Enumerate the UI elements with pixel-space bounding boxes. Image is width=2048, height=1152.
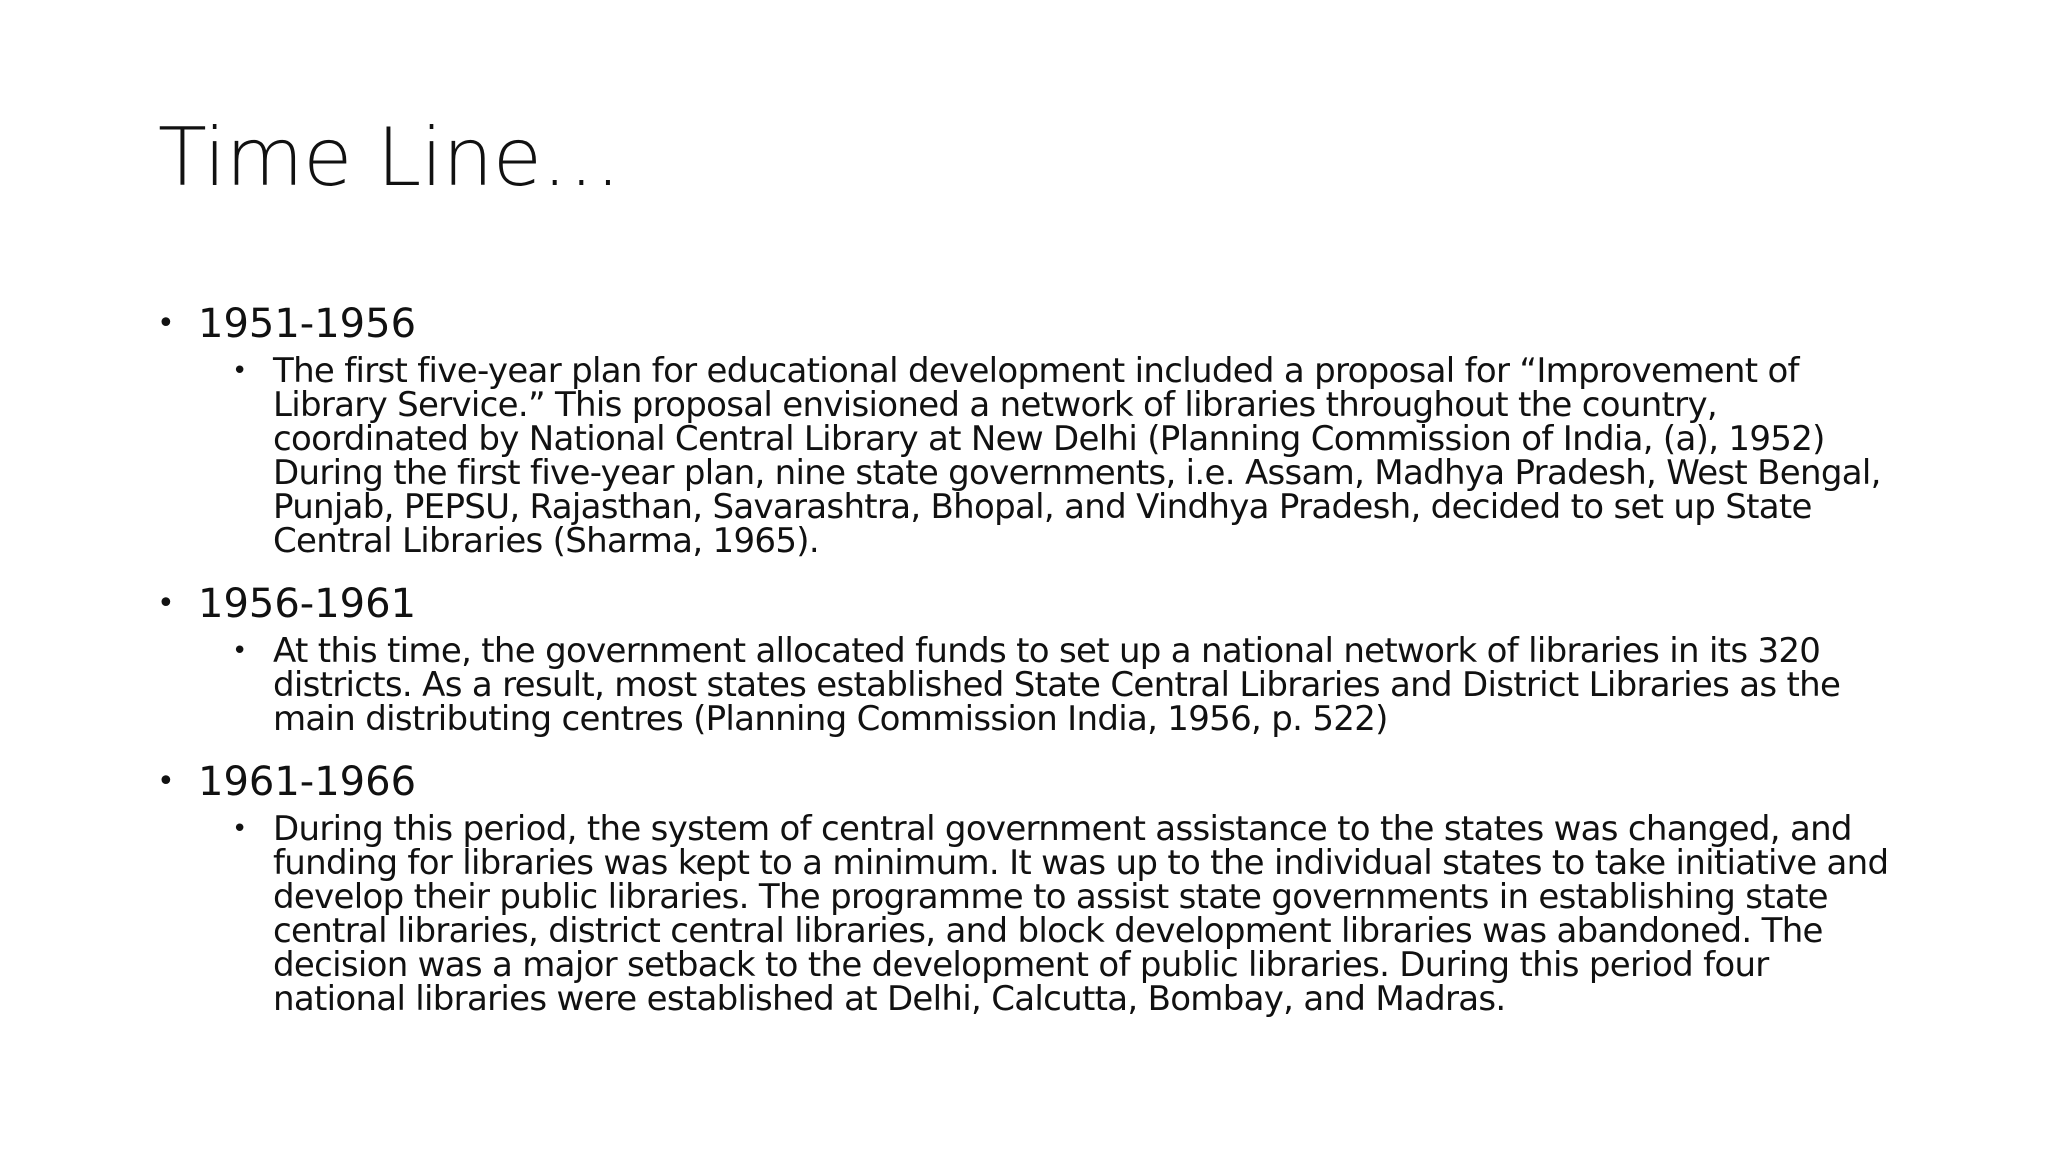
description-line: During this period, the system of central government assistance to the states was changed, and bbox=[273, 809, 1852, 849]
description-line: central libraries, district central libraries, and block development libraries was abandoned. The bbox=[273, 911, 1823, 951]
description-line: During the first five-year plan, nine state governments, i.e. Assam, Madhya Pradesh, West Bengal, bbox=[273, 453, 1881, 493]
description-line: funding for libraries was kept to a minimum. It was up to the individual states to take initiative and bbox=[273, 843, 1889, 883]
description-line: Library Service.” This proposal envisioned a network of libraries throughout the country, bbox=[273, 385, 1717, 425]
slide-title: Time Line… bbox=[158, 111, 621, 204]
description-line: decision was a major setback to the development of public libraries. During this period four bbox=[273, 945, 1769, 985]
description-line: develop their public libraries. The programme to assist state governments in establishing state bbox=[273, 877, 1828, 917]
bullet-icon: • bbox=[232, 814, 247, 844]
period-heading bbox=[150, 758, 1910, 806]
description-line: coordinated by National Central Library at New Delhi (Planning Commission of India, (a), 1952) bbox=[273, 419, 1825, 459]
description-line: Punjab, PEPSU, Rajasthan, Savarashtra, Bhopal, and Vindhya Pradesh, decided to set up State bbox=[273, 487, 1812, 527]
period-description bbox=[232, 351, 1910, 561]
description-line: At this time, the government allocated funds to set up a national network of libraries in its 320 bbox=[273, 631, 1821, 671]
description-line: national libraries were established at Delhi, Calcutta, Bombay, and Madras. bbox=[273, 979, 1506, 1019]
timeline-item bbox=[150, 580, 1910, 739]
bullet-icon: • bbox=[232, 636, 247, 666]
period-label: 1961-1966 bbox=[198, 759, 417, 805]
bullet-icon: • bbox=[157, 306, 175, 341]
description-line: main distributing centres (Planning Commission India, 1956, p. 522) bbox=[273, 699, 1388, 739]
period-label: 1956-1961 bbox=[198, 581, 417, 627]
bullet-list bbox=[150, 300, 1910, 1019]
timeline-item bbox=[150, 758, 1910, 1019]
description-line: districts. As a result, most states established State Central Libraries and District Libraries as the bbox=[273, 665, 1841, 705]
bullet-icon: • bbox=[232, 356, 247, 386]
period-label: 1951-1956 bbox=[198, 301, 417, 347]
description-line: Central Libraries (Sharma, 1965). bbox=[273, 521, 819, 561]
bullet-icon: • bbox=[157, 586, 175, 621]
period-heading bbox=[150, 580, 1910, 628]
bullet-icon: • bbox=[157, 764, 175, 799]
timeline-item bbox=[150, 300, 1910, 561]
period-description bbox=[232, 631, 1910, 739]
description-line: The first five-year plan for educational development included a proposal for “Improvement of bbox=[273, 351, 1799, 391]
period-description bbox=[232, 809, 1910, 1019]
period-heading bbox=[150, 300, 1910, 348]
